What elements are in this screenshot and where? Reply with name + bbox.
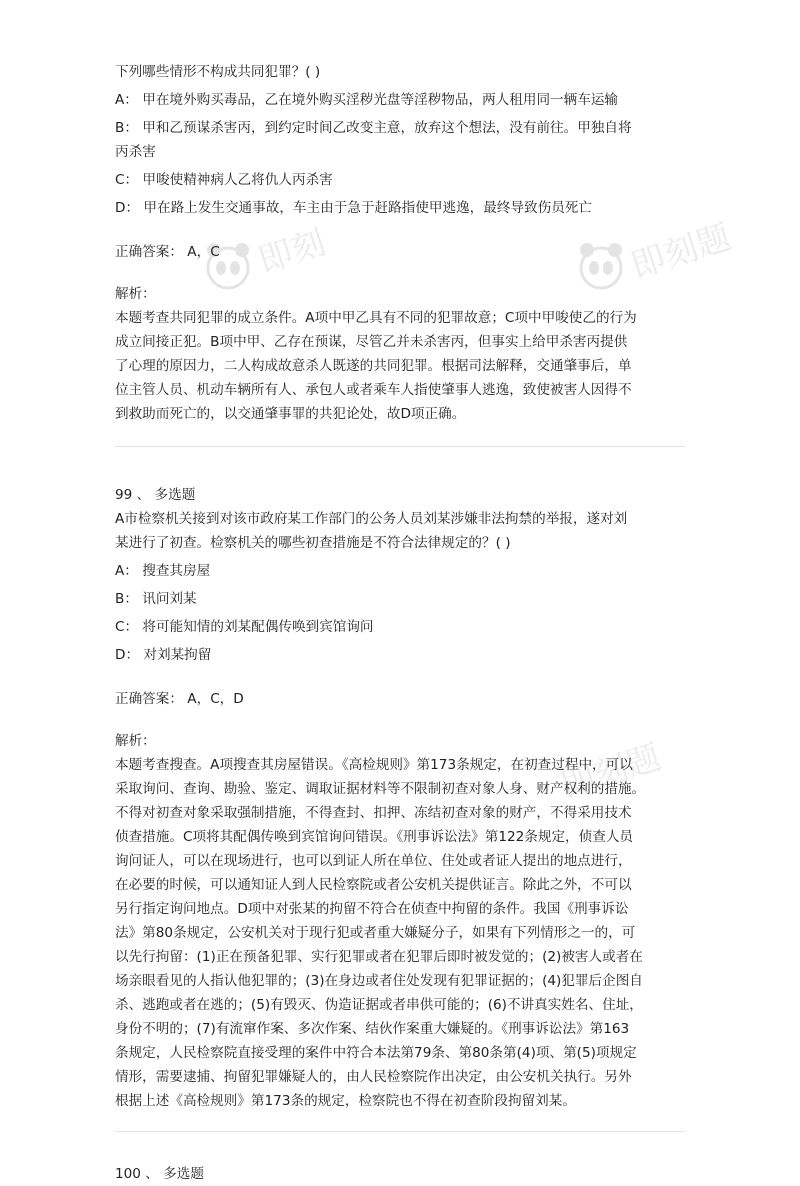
option-text: 甲在境外购买毒品，乙在境外购买淫秽光盘等淫秽物品，两人租用同一辆车运输 <box>142 92 619 108</box>
analysis-label: 解析： <box>115 286 156 302</box>
option-letter: A： <box>115 92 138 108</box>
correct-answer <box>115 687 685 711</box>
option-text: 搜查其房屋 <box>142 563 211 579</box>
question-stem <box>115 507 685 555</box>
answer-value: A，C <box>187 244 220 260</box>
option-c <box>115 615 685 639</box>
option-text: 讯问刘某 <box>142 591 197 607</box>
question-header: 99 、 多选题 <box>115 487 196 503</box>
analysis-line: 情形，需要逮捕、拘留犯罪嫌疑人的，由人民检察院作出决定，由公安机关执行。另外 <box>115 1069 632 1085</box>
option-letter: B： <box>115 120 138 136</box>
correct-answer <box>115 240 685 264</box>
analysis-line: 本题考查共同犯罪的成立条件。A项中甲乙具有不同的犯罪故意；C项中甲唆使乙的行为 <box>115 310 637 326</box>
analysis-text <box>115 306 685 426</box>
option-b <box>115 116 685 164</box>
analysis-line: 杀、逃跑或者在逃的；(5)有毁灭、伪造证据或者串供可能的；(6)不讲真实姓名、住址， <box>115 997 643 1013</box>
analysis-line: 条规定，人民检察院直接受理的案件中符合本法第79条、第80条第(4)项、第(5)项规定 <box>115 1045 637 1061</box>
analysis-line: 以先行拘留：(1)正在预备犯罪、实行犯罪或者在犯罪后即时被发觉的；(2)被害人或者在 <box>115 949 643 965</box>
analysis-line: 询问证人，可以在现场进行，也可以到证人所在单位、住处或者证人提出的地点进行， <box>115 853 632 869</box>
analysis-line: 成立间接正犯。B项中甲、乙存在预谋，尽管乙并未杀害丙，但事实上给甲杀害丙提供 <box>115 334 628 350</box>
analysis-line: 不得对初查对象采取强制措施，不得查封、扣押、冻结初查对象的财产，不得采用技术 <box>115 805 632 821</box>
analysis-text <box>115 753 685 1113</box>
option-letter: A： <box>115 563 138 579</box>
option-text: 甲在路上发生交通事故，车主由于急于赶路指使甲逃逸，最终导致伤员死亡 <box>143 200 592 216</box>
option-text: 对刘某拘留 <box>143 647 212 663</box>
question-header: 100 、 多选题 <box>115 1166 204 1182</box>
analysis-line: 侦查措施。C项将其配偶传唤到宾馆询问错误。《刑事诉讼法》第122条规定，侦查人员 <box>115 829 634 845</box>
stem-line: 某进行了初查。检察机关的哪些初查措施是不符合法律规定的？( ) <box>115 535 511 551</box>
option-letter: C： <box>115 172 139 188</box>
option-d <box>115 196 685 220</box>
option-a <box>115 88 685 112</box>
option-letter: C： <box>115 619 139 635</box>
document-page <box>115 0 685 1186</box>
analysis-label: 解析： <box>115 733 156 749</box>
analysis-line: 场亲眼看见的人指认他犯罪的；(3)在身边或者住处发现有犯罪证据的；(4)犯罪后企图自 <box>115 973 643 989</box>
option-letter: D： <box>115 200 140 216</box>
analysis-line: 采取询问、查询、勘验、鉴定、调取证据材料等不限制初查对象人身、财产权利的措施。 <box>115 781 646 797</box>
option-text: 将可能知情的刘某配偶传唤到宾馆询问 <box>142 619 374 635</box>
analysis-line: 本题考查搜查。A项搜查其房屋错误。《高检规则》第173条规定，在初查过程中，可以 <box>115 757 633 773</box>
watermark-text: 即刻题 <box>556 737 666 807</box>
answer-label: 正确答案： <box>115 691 183 707</box>
analysis-line: 到救助而死亡的，以交通肇事罪的共犯论处，故D项正确。 <box>115 406 466 422</box>
option-b <box>115 587 685 611</box>
analysis-line: 在必要的时候，可以通知证人到人民检察院或者公安机关提供证言。除此之外，不可以 <box>115 877 632 893</box>
analysis-line: 另行指定询问地点。D项中对张某的拘留不符合在侦查中拘留的条件。我国《刑事诉讼 <box>115 901 629 917</box>
stem-line: A市检察机关接到对该市政府某工作部门的公务人员刘某涉嫌非法拘禁的举报，遂对刘 <box>115 511 628 527</box>
option-d <box>115 643 685 667</box>
analysis-line: 位主管人员、机动车辆所有人、承包人或者乘车人指使肇事人逃逸，致使被害人因得不 <box>115 382 632 398</box>
option-text: 甲唆使精神病人乙将仇人丙杀害 <box>142 172 333 188</box>
question-stem: 下列哪些情形不构成共同犯罪？( ) <box>115 64 321 80</box>
option-text: 甲和乙预谋杀害丙，到约定时间乙改变主意，放弃这个想法，没有前往。甲独自将 <box>142 120 632 136</box>
analysis-line: 根据上述《高检规则》第173条的规定，检察院也不得在初查阶段拘留刘某。 <box>115 1093 576 1109</box>
option-letter: B： <box>115 591 138 607</box>
option-c <box>115 168 685 192</box>
option-a <box>115 559 685 583</box>
watermark-text: 即刻 <box>253 222 331 282</box>
answer-label: 正确答案： <box>115 244 183 260</box>
option-text-continued: 丙杀害 <box>115 144 156 160</box>
analysis-line: 了心理的原因力，二人构成故意杀人既遂的共同犯罪。根据司法解释，交通肇事后，单 <box>115 358 632 374</box>
option-letter: D： <box>115 647 140 663</box>
analysis-line: 法》第80条规定，公安机关对于现行犯或者重大嫌疑分子，如果有下列情形之一的，可 <box>115 925 636 941</box>
answer-value: A，C，D <box>187 691 244 707</box>
watermark-text: 即刻题 <box>626 217 736 287</box>
analysis-line: 身份不明的；(7)有流窜作案、多次作案、结伙作案重大嫌疑的。《刑事诉讼法》第163 <box>115 1021 630 1037</box>
